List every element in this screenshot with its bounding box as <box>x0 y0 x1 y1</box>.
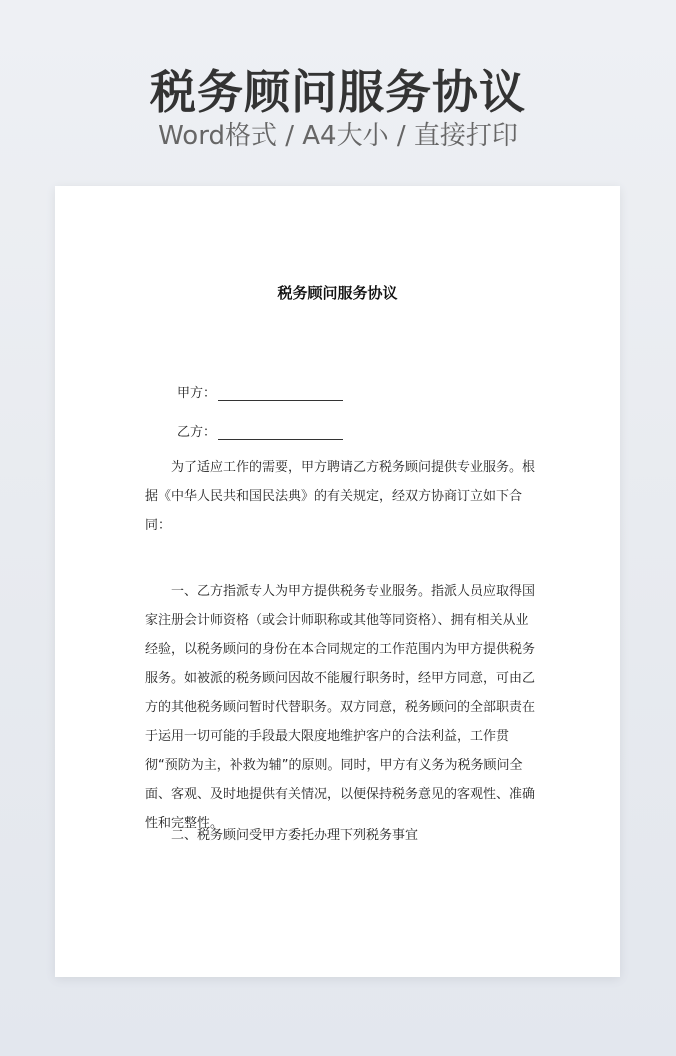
party-a-blank <box>218 386 343 401</box>
paragraph-intro: 为了适应工作的需要，甲方聘请乙方税务顾问提供专业服务。根据《中华人民共和国民法典》的有关规定，经双方协商订立如下合同： <box>145 460 536 533</box>
document-page <box>55 186 620 977</box>
party-a-label: 甲方： <box>177 386 217 401</box>
paragraph-clause-1: 一、乙方指派专人为甲方提供税务专业服务。指派人员应取得国家注册会计师资格（或会计师职称或其他等同资格）、拥有相关从业经验，以税务顾问的身份在本合同规定的工作范围内为甲方提供税务服务。如被派的税务顾问因故不能履行职务时，经甲方同意，可由乙方的其他税务顾问暂时代替职务。双方同意，税务顾问的全部职责在于运用一切可能的手段最大限度地维护客户的合法利益，工作贯彻“预防为主，补救为辅”的原则。同时，甲方有义务为税务顾问全面、客观、及时地提供有关情况，以便保持税务意见的客观性、准确性和完整性。 <box>145 584 536 831</box>
party-a-field <box>177 382 343 401</box>
document-title: 税务顾问服务协议 <box>277 284 398 302</box>
banner-subtitle: Word格式 / A4大小 / 直接打印 <box>158 121 518 151</box>
party-b-field <box>177 421 343 440</box>
party-b-blank <box>218 425 343 440</box>
banner-title: 税务顾问服务协议 <box>150 65 526 119</box>
paragraph-clause-2: 二、税务顾问受甲方委托办理下列税务事宜 <box>171 828 419 843</box>
party-b-label: 乙方： <box>177 425 217 440</box>
